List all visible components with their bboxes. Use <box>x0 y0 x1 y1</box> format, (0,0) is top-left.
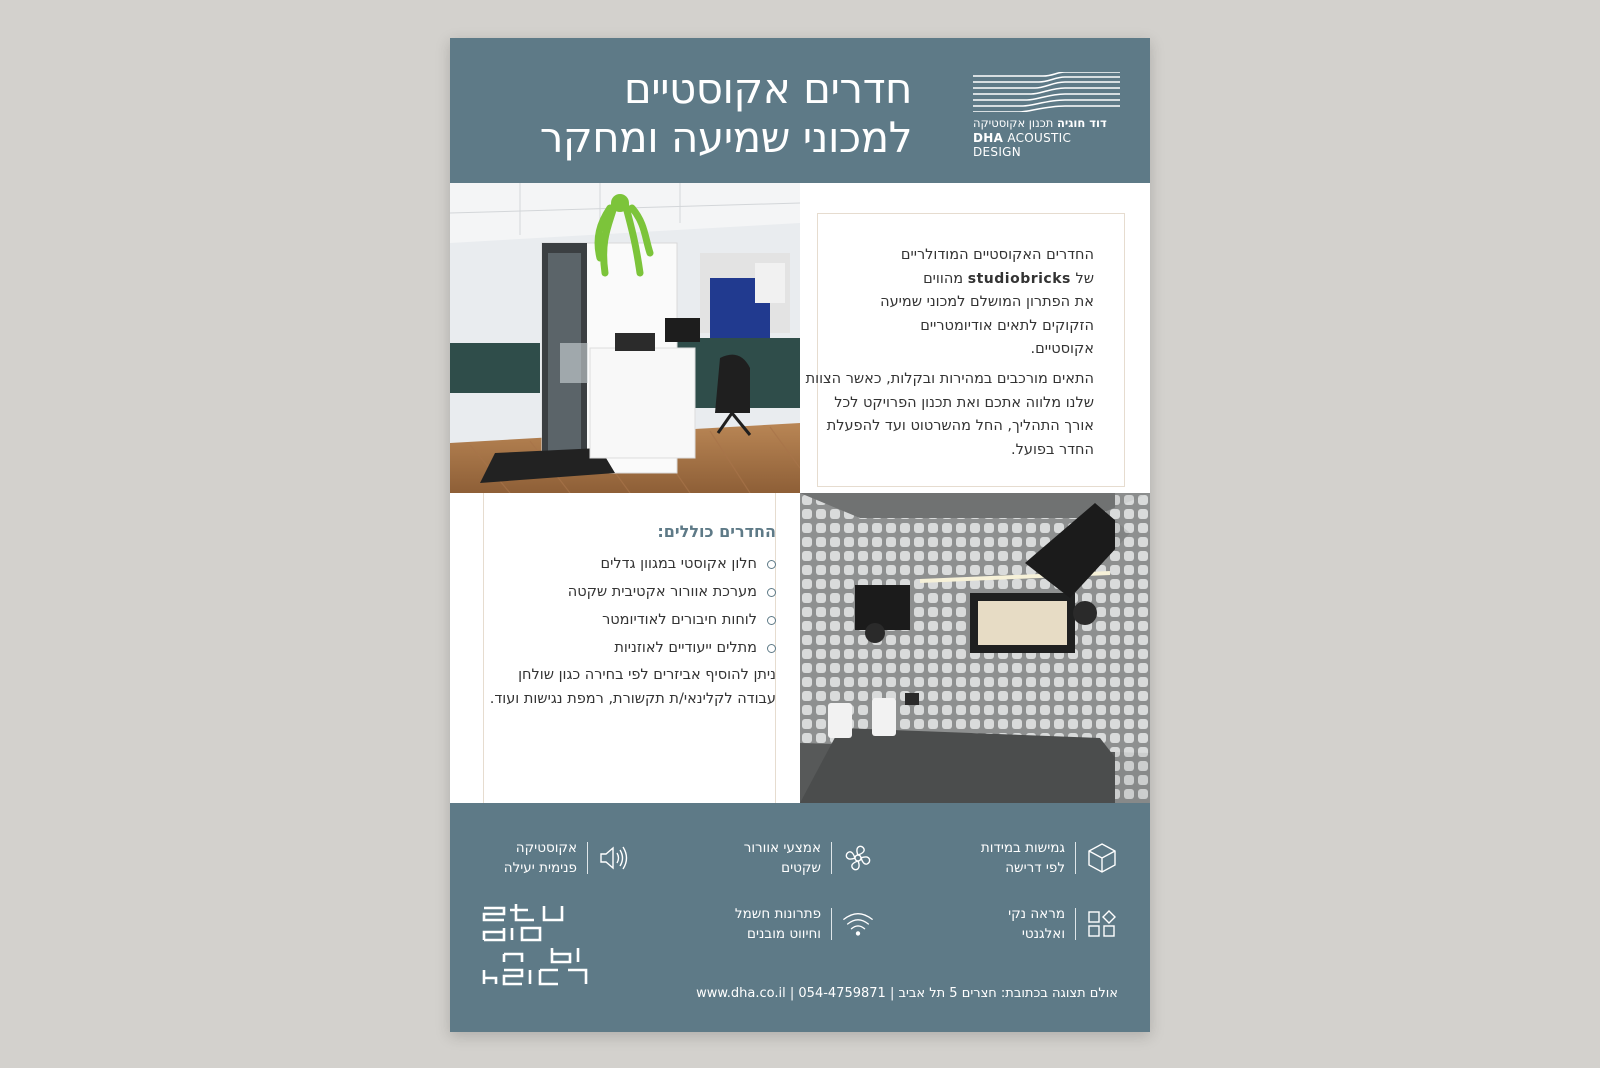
list-item-label: לוחות חיבורים לאודיומטר <box>602 612 757 628</box>
circle-bullet-icon <box>767 616 776 625</box>
intro-line: החדרים האקוסטיים המודולריים <box>900 247 1094 263</box>
booth-office-photo <box>450 183 800 493</box>
feature-line-1: אמצעי אוורור <box>743 840 821 856</box>
contact-line: אולם תצוגה בכתובת: חצרים 5 תל אביב | 054-4759871 | www.dha.co.il <box>696 986 1118 1001</box>
intro-line-suffix: מהווים <box>923 270 964 287</box>
speaker-icon <box>598 842 630 874</box>
circle-bullet-icon <box>767 560 776 569</box>
list-item-label: חלון אקוסטי במגוון גדלים <box>600 556 757 572</box>
feature-line-2: לפי דרישה <box>1005 860 1065 876</box>
feature-text <box>735 904 821 944</box>
brand-tagline-he: תכנון אקוסטיקה <box>973 116 1054 130</box>
feature-text <box>1008 904 1065 944</box>
feature-line-1: מראה נקי <box>1008 906 1065 922</box>
feature-divider <box>1075 908 1076 940</box>
shapes-icon <box>1086 908 1118 940</box>
brand-name-he: דוד חוגיה <box>1056 116 1107 130</box>
circle-bullet-icon <box>767 588 776 597</box>
intro-line-prefix: של <box>1075 270 1094 287</box>
list-item-label: מתלים ייעודיים לאוזניות <box>614 640 757 656</box>
title-line-2: למכוני שמיעה ומחקר <box>539 113 912 162</box>
flyer <box>450 38 1150 1032</box>
brand-hebrew <box>973 116 1120 130</box>
intro-paragraph <box>804 244 1094 362</box>
page-title <box>472 64 912 162</box>
studiobricks-wordmark: studiobricks <box>967 270 1071 287</box>
studiobricks-logo <box>482 904 594 990</box>
feature-clean-look <box>1008 904 1118 944</box>
cube-icon <box>1086 842 1118 874</box>
header-band <box>450 38 1150 183</box>
brand-name-en: DHA <box>973 131 1004 145</box>
accessories-note: ניתן להוסיף אביזרים לפי בחירה כגון שולחן עבודה לקלינאי/ת תקשורת, רמפת נגישות ועוד. <box>489 667 776 707</box>
title-line-1: חדרים אקוסטיים <box>623 64 912 113</box>
includes-list <box>486 550 776 662</box>
feature-line-2: פנימית יעילה <box>503 860 577 876</box>
feature-acoustics <box>504 838 630 878</box>
wifi-icon <box>842 908 874 940</box>
process-paragraph: התאים מורכבים במהירות ובקלות, כאשר הצוות שלנו מלווה אתכם ואת תכנון הפרויקט לכל אורך התהליך, החל מהשרטוט ועד להפעלת החדר בפועל. <box>805 371 1094 458</box>
feature-text <box>744 838 821 878</box>
feature-line-2: וחיווט מובנים <box>747 926 821 942</box>
feature-line-1: פתרונות חשמל <box>734 906 821 922</box>
intro-line: את הפתרון המושלם למכוני שמיעה <box>880 294 1094 310</box>
brand-english <box>973 131 1123 159</box>
feature-divider <box>831 842 832 874</box>
feature-line-2: שקטים <box>781 860 821 876</box>
feature-text <box>981 838 1065 878</box>
feature-dimensions <box>981 838 1118 878</box>
feature-divider <box>831 908 832 940</box>
intro-line: אקוסטיים. <box>1030 341 1094 357</box>
brand-tagline-en: ACOUSTIC DESIGN <box>973 131 1072 159</box>
feature-ventilation <box>744 838 874 878</box>
feature-text <box>504 838 577 878</box>
audiometric-booth-photo <box>800 493 1150 803</box>
includes-title: החדרים כוללים: <box>657 522 776 541</box>
list-item <box>486 634 776 662</box>
list-item <box>486 578 776 606</box>
feature-divider <box>587 842 588 874</box>
list-item-label: מערכת אוורור אקטיבית שקטה <box>567 584 757 600</box>
feature-electrical <box>735 904 874 944</box>
list-item <box>486 606 776 634</box>
feature-line-2: ואלגנטי <box>1021 926 1065 942</box>
feature-divider <box>1075 842 1076 874</box>
feature-line-1: אקוסטיקה <box>515 840 577 856</box>
feature-line-1: גמישות במידות <box>980 840 1065 856</box>
waves-icon <box>973 72 1120 112</box>
fan-icon <box>842 842 874 874</box>
list-item <box>486 550 776 578</box>
intro-line: הזקוקים לתאים אודיומטריים <box>920 317 1094 334</box>
circle-bullet-icon <box>767 644 776 653</box>
dha-logo <box>973 72 1123 159</box>
intro-line <box>804 268 1094 292</box>
